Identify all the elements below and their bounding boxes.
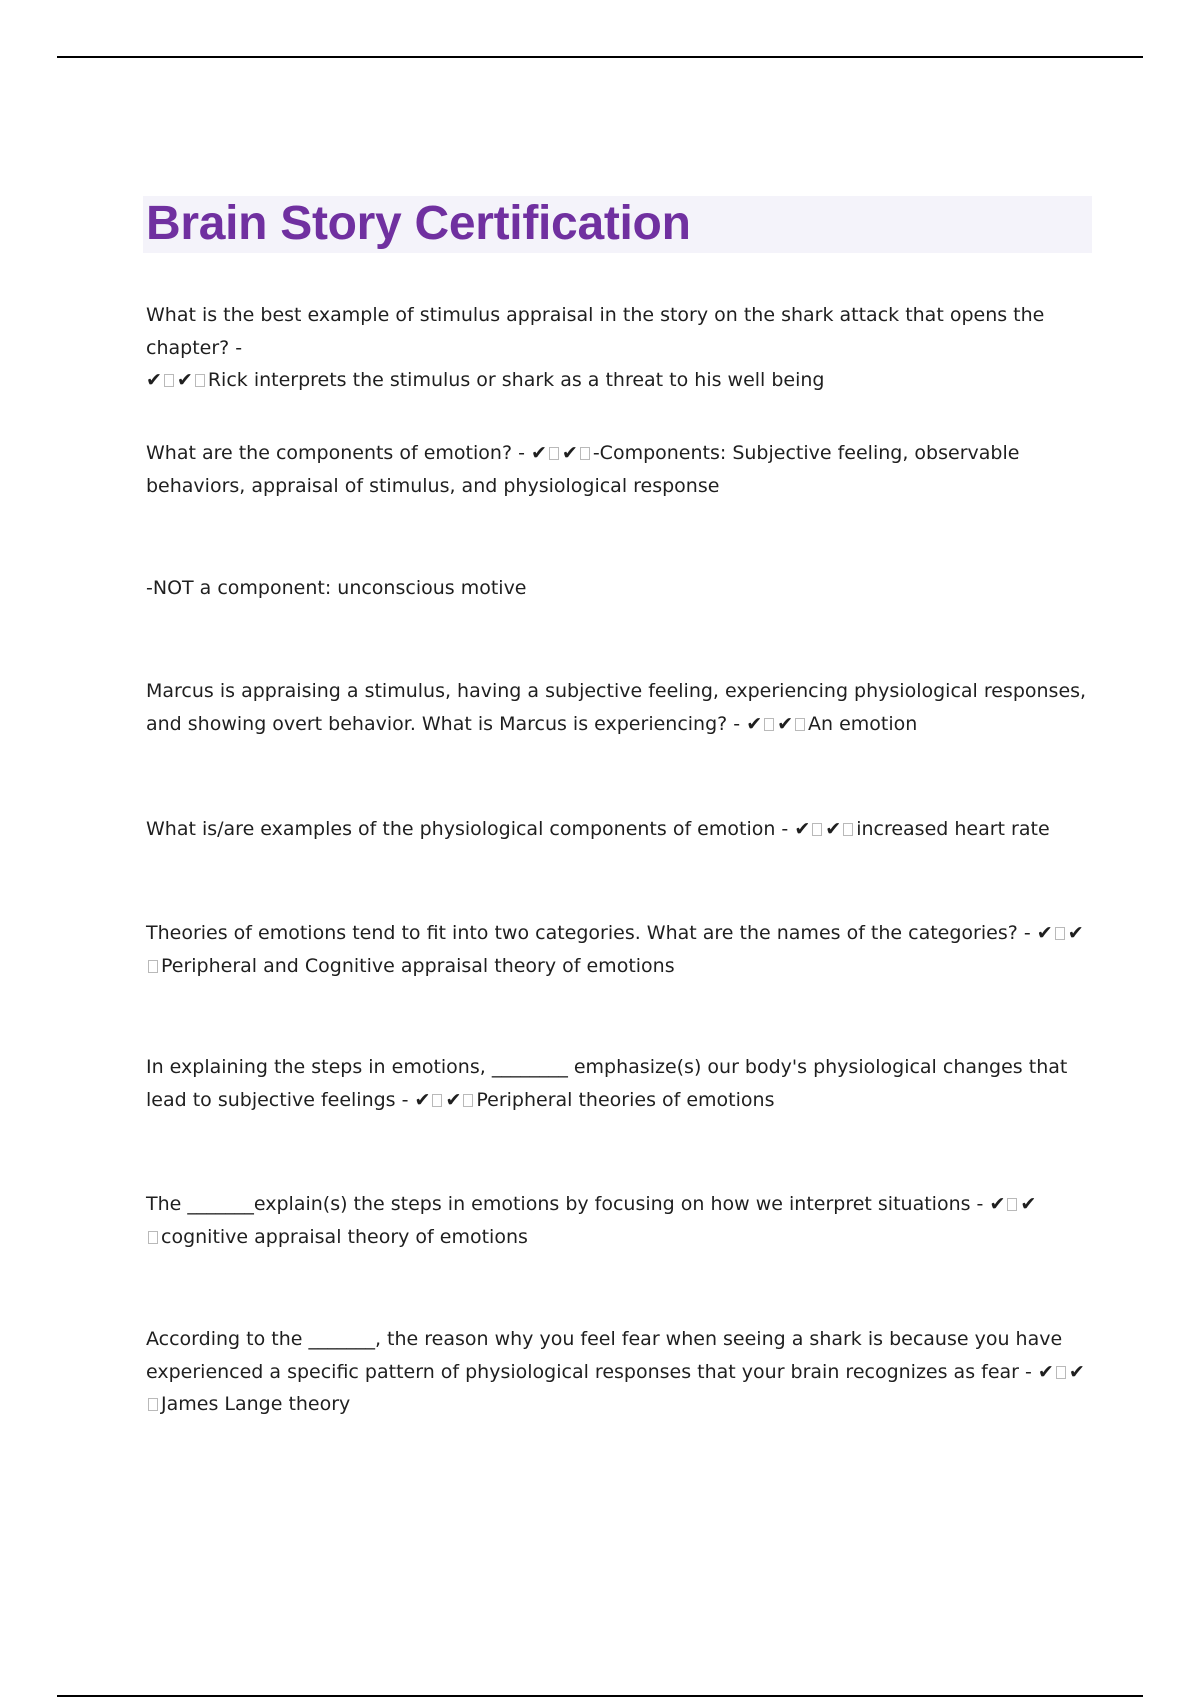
missing-glyph-box-icon [1055,927,1065,940]
question-text: According to the _______, the reason why you feel fear when seeing a shark is because you have experienced a specific pattern of physiological responses that your brain recognizes as fear - [146,1328,1063,1383]
check-mark-icon: ✔ [176,369,193,391]
missing-glyph-box-icon [843,823,853,836]
check-mark-icon: ✔ [989,1193,1006,1215]
check-mark-icon: ✔ [530,442,547,464]
missing-glyph-box-icon [812,823,822,836]
qa-item-6 [146,1051,1096,1116]
missing-glyph-box-icon [148,1398,158,1411]
top-rule [57,56,1143,58]
qa-item-2 [146,437,1096,502]
answer-text: increased heart rate [856,818,1050,840]
check-mark-icon: ✔ [1020,1193,1037,1215]
answer-text: Rick interprets the stimulus or shark as a threat to his well being [207,369,825,391]
missing-glyph-box-icon [164,374,174,387]
qa-item-1 [146,299,1096,397]
missing-glyph-box-icon [148,1231,158,1244]
missing-glyph-box-icon [1056,1366,1066,1379]
answer-text: An emotion [808,712,918,735]
check-mark-icon: ✔ [414,1088,431,1111]
missing-glyph-box-icon [195,374,205,387]
check-mark-icon: ✔ [445,1088,462,1111]
qa-note [146,572,1096,605]
check-mark-icon: ✔ [561,442,578,464]
check-mark-icon: ✔ [146,369,162,391]
missing-glyph-box-icon [795,718,805,731]
check-mark-icon: ✔ [1037,1360,1054,1383]
check-mark-icon: ✔ [1036,922,1053,944]
answer-text: Peripheral theories of emotions [476,1088,775,1111]
check-mark-icon: ✔ [746,712,763,735]
missing-glyph-box-icon [148,960,158,973]
missing-glyph-box-icon [549,447,559,460]
answer-text: Peripheral and Cognitive appraisal theory of emotions [161,954,675,977]
check-mark-icon: ✔ [794,818,811,840]
check-mark-icon: ✔ [825,818,842,840]
note-text: -NOT a component: unconscious motive [146,577,527,599]
missing-glyph-box-icon [1007,1198,1017,1211]
bottom-rule [57,1695,1143,1697]
check-mark-icon: ✔ [1068,1360,1085,1383]
answer-text: James Lange theory [161,1393,351,1415]
question-text: The _______explain(s) the steps in emotions by focusing on how we interpret situations - [146,1193,984,1215]
answer-text: cognitive appraisal theory of emotions [161,1225,528,1248]
missing-glyph-box-icon [463,1094,473,1107]
missing-glyph-box-icon [764,718,774,731]
check-mark-icon: ✔ [777,712,794,735]
page-title: Brain Story Certification [146,197,691,250]
qa-item-7 [146,1188,1096,1253]
question-text: Marcus is appraising a stimulus, having a subjective feeling, experiencing physiological responses, and showing overt behavior. What is Marcus is experiencing? - [146,680,1087,735]
missing-glyph-box-icon [580,447,590,460]
qa-item-5 [146,917,1096,982]
question-text: What are the components of emotion? - [146,442,525,464]
missing-glyph-box-icon [432,1094,442,1107]
question-text: What is the best example of stimulus appraisal in the story on the shark attack that opens the chapter? - [146,304,1045,359]
question-text: In explaining the steps in emotions, ________ emphasize(s) our body's physiological changes that lead to subjective feelings - [146,1056,1068,1111]
qa-item-3 [146,675,1096,740]
qa-item-8 [146,1323,1096,1421]
check-mark-icon: ✔ [1067,922,1084,944]
qa-item-4 [146,813,1096,846]
question-text: What is/are examples of the physiological components of emotion - [146,818,789,840]
question-text: Theories of emotions tend to fit into two categories. What are the names of the categories? - [146,922,1031,944]
answer-text: -Components: Subjective feeling, observable behaviors, appraisal of stimulus, and physiological response [146,442,1020,497]
